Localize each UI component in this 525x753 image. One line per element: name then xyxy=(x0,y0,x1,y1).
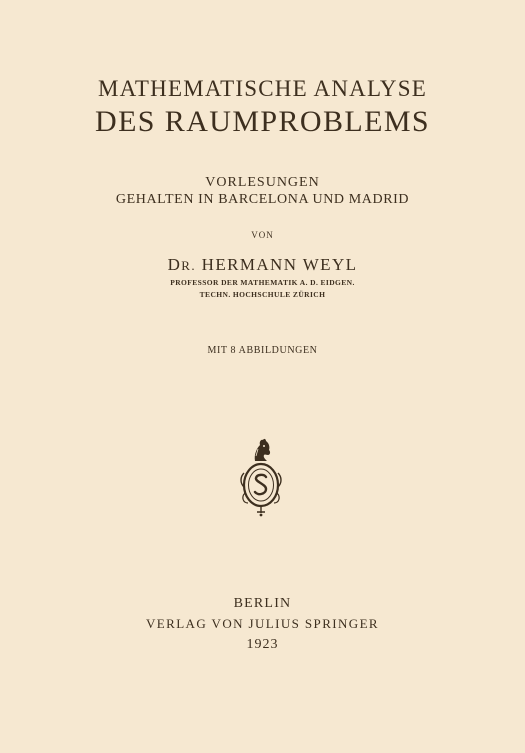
title-line-1: MATHEMATISCHE ANALYSE xyxy=(98,76,427,101)
author-title-prefix: D xyxy=(167,255,182,274)
byline: VON xyxy=(251,230,274,240)
subtitle-line-1: VORLESUNGEN xyxy=(205,175,320,190)
title-line-2: DES RAUMPROBLEMS xyxy=(95,105,430,138)
springer-knight-emblem-icon xyxy=(239,433,283,517)
figures-note: MIT 8 ABBILDUNGEN xyxy=(207,345,318,356)
imprint-year: 1923 xyxy=(246,637,279,652)
subtitle-line-2: GEHALTEN IN BARCELONA UND MADRID xyxy=(115,192,410,207)
author-title-suffix: R. xyxy=(181,258,196,273)
author-affiliation-2: TECHN. HOCHSCHULE ZÜRICH xyxy=(199,290,326,299)
author-affiliation-1: PROFESSOR DER MATHEMATIK A. D. EIDGEN. xyxy=(170,278,355,287)
imprint-city: BERLIN xyxy=(233,596,292,611)
author-name-line xyxy=(0,255,525,275)
imprint-publisher: VERLAG VON JULIUS SPRINGER xyxy=(146,616,379,631)
author-name: HERMANN WEYL xyxy=(201,255,358,274)
